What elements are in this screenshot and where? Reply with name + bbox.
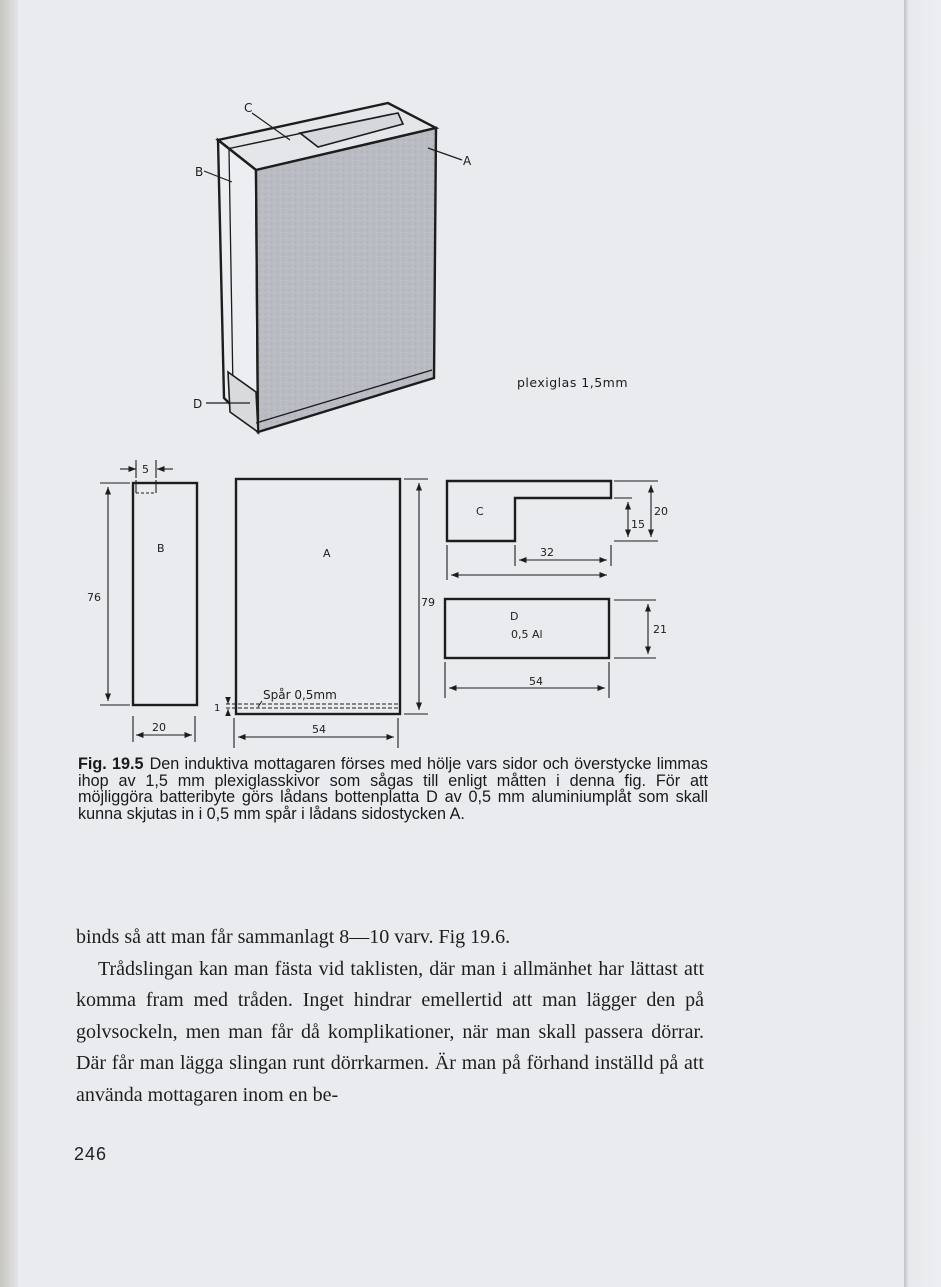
box-isometric-view bbox=[218, 103, 436, 432]
part-a-drawing bbox=[226, 479, 428, 748]
part-b-drawing bbox=[100, 460, 197, 742]
label-d: D bbox=[510, 610, 519, 623]
label-a: A bbox=[323, 547, 331, 560]
part-c-outline bbox=[447, 481, 611, 541]
dim-b-width: 20 bbox=[152, 721, 166, 734]
dim-b-height: 76 bbox=[87, 591, 101, 604]
page-number: 246 bbox=[74, 1144, 108, 1164]
dim-a-height: 79 bbox=[421, 596, 435, 609]
material-note: plexiglas 1,5mm bbox=[517, 375, 629, 390]
part-d-drawing bbox=[445, 599, 656, 698]
label-c: C bbox=[476, 505, 484, 518]
body-text bbox=[76, 922, 704, 1111]
caption-text: Den induktiva mottagaren förses med hölje vars sidor och överstycke limmas ihop av 1,5 mm plexiglasskivor som sågas till enligt måtten i denna fig. För att möjliggöra batteribyte görs lådans bottenplatta D av 0,5 mm aluminiumplåt som skall kunna skjutas in i 0,5 mm spår i lådans sidostycken A. bbox=[78, 755, 708, 823]
dim-b-slot-width: 5 bbox=[142, 463, 149, 476]
figure-caption bbox=[78, 756, 708, 822]
label-d-3d: D bbox=[193, 397, 203, 411]
body-paragraph-2: Trådslingan kan man fästa vid taklisten, där man i allmänhet har lättast att komma fram med tråden. Inget hindrar emellertid att man lägger den på golvsockeln, men man får då komplikationer, när man skall passera dörrar. Där får man lägga slingan runt dörrkarmen. Är man på förhand inställd på att använda mottagaren inom en be- bbox=[76, 957, 704, 1106]
dim-c-height: 20 bbox=[654, 505, 668, 518]
dim-d-height: 21 bbox=[653, 623, 667, 636]
label-b: B bbox=[157, 542, 165, 555]
d-material-note: 0,5 Al bbox=[511, 628, 543, 641]
dim-a-width: 54 bbox=[312, 723, 326, 736]
dim-groove-depth: 1 bbox=[214, 703, 221, 714]
part-a-outline bbox=[236, 479, 400, 714]
dim-c-small-height: 15 bbox=[631, 518, 645, 531]
dim-d-width: 54 bbox=[529, 675, 543, 688]
part-b-outline bbox=[133, 483, 197, 705]
label-c-3d: C bbox=[244, 101, 253, 115]
label-a-3d: A bbox=[463, 154, 472, 168]
groove-note: Spår 0,5mm bbox=[263, 688, 337, 702]
dim-c-cut-width: 32 bbox=[540, 546, 554, 559]
box-front-face bbox=[256, 128, 436, 432]
figure-label: Fig. 19.5 bbox=[78, 755, 144, 773]
label-b-3d: B bbox=[195, 165, 204, 179]
body-paragraph-1: binds så att man får sammanlagt 8—10 varv. Fig 19.6. bbox=[76, 926, 511, 948]
part-c-drawing bbox=[447, 481, 658, 580]
